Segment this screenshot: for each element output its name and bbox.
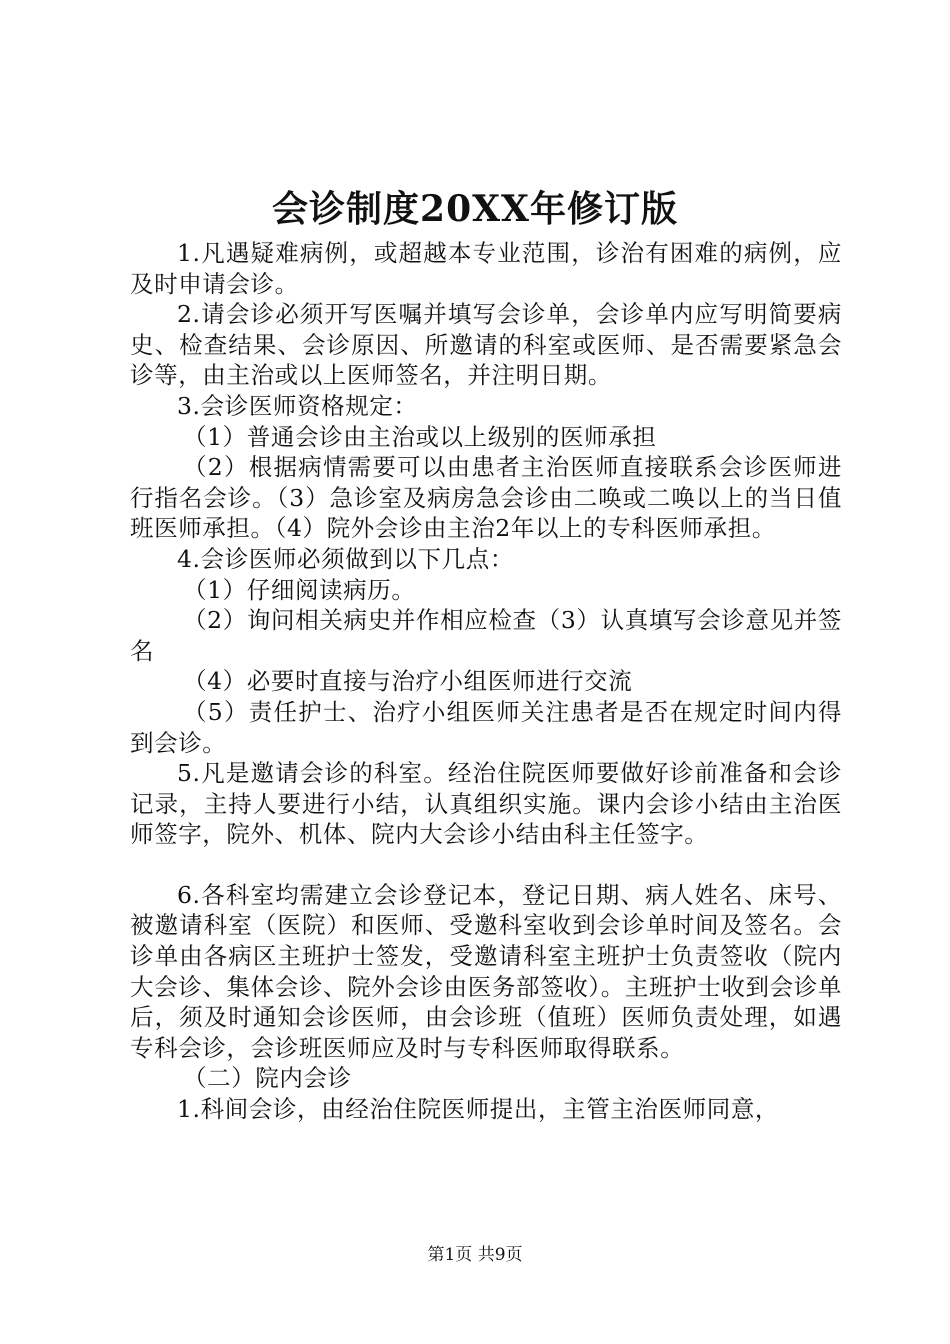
paragraph-section-2-item-1: 1.科间会诊，由经治住院医师提出，主管主治医师同意， <box>177 1095 780 1124</box>
paragraph-1: 1.凡遇疑难病例，或超越本专业范围，诊治有困难的病例，应及时申请会诊。 <box>130 239 842 298</box>
paragraph-4-item-1: （1）仔细阅读病历。 <box>183 575 416 604</box>
paragraph-4-item-5: （5）责任护士、治疗小组医师关注患者是否在规定时间内得到会诊。 <box>130 697 842 757</box>
paragraph-2: 2.请会诊必须开写医嘱并填写会诊单，会诊单内应写明简要病史、检查结果、会诊原因、所邀请的科室或医师、是否需要紧急会诊等，由主治或以上医师签名，并注明日期。 <box>130 300 842 390</box>
paragraph-3-items-2-4: （2）根据病情需要可以由患者主治医师直接联系会诊医师进行指名会诊。（3）急诊室及病房急会诊由二唤或二唤以上的当日值班医师承担。（4）院外会诊由主治2年以上的专科医师承担。 <box>130 453 842 543</box>
paragraph-3-item-1: （1）普通会诊由主治或以上级别的医师承担 <box>183 422 657 451</box>
paragraph-6: 6.各科室均需建立会诊登记本，登记日期、病人姓名、床号、被邀请科室（医院）和医师、受邀科室收到会诊单时间及签名。会诊单由各病区主班护士签发，受邀请科室主班护士负责签收（院内大会诊、集体会诊、院外会诊由医务部签收）。主班护士收到会诊单后，须及时通知会诊医师，由会诊班（值班）医师负责处理，如遇专科会诊，会诊班医师应及时与专科医师取得联系。 <box>130 880 842 1062</box>
page-indicator: 第1页 共9页 <box>427 1245 523 1265</box>
paragraph-3: 3.会诊医师资格规定： <box>177 391 418 420</box>
paragraph-5: 5.凡是邀请会诊的科室。经治住院医师要做好诊前准备和会诊记录，主持人要进行小结，认真组织实施。课内会诊小结由主治医师签字，院外、机体、院内大会诊小结由科主任签字。 <box>130 759 842 849</box>
paragraph-4: 4.会诊医师必须做到以下几点： <box>177 544 514 573</box>
document-title: 会诊制度20XX年修订版 <box>272 188 678 230</box>
paragraph-4-item-4: （4）必要时直接与治疗小组医师进行交流 <box>183 667 633 696</box>
paragraph-gap <box>130 850 842 880</box>
paragraph-4-items-2-3: （2）询问相关病史并作相应检查（3）认真填写会诊意见并签名 <box>130 606 842 665</box>
section-heading-inpatient-consultation: （二）院内会诊 <box>183 1064 352 1093</box>
document-body <box>130 238 842 1125</box>
